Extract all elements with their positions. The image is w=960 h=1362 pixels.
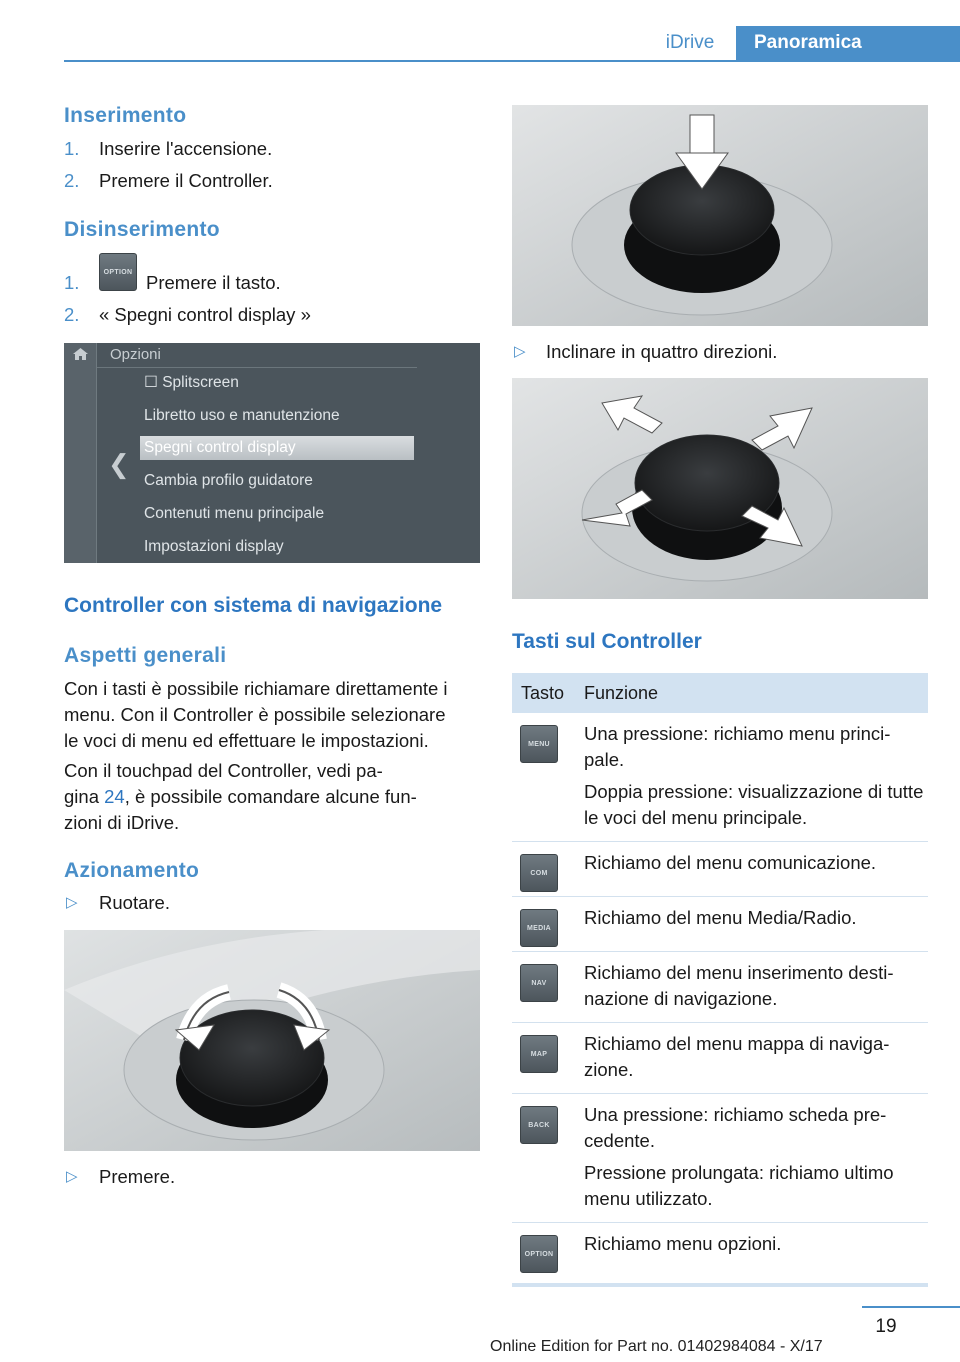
screen-divider	[97, 367, 417, 368]
table-cell-function	[584, 1094, 928, 1222]
function-line: Una pressione: richiamo menu princi‐ pale.	[584, 723, 891, 770]
step-text: Inserire l'accensione.	[99, 138, 273, 159]
table-cell-function	[584, 1023, 928, 1093]
table-cell-function	[584, 842, 928, 896]
heading-inserimento: Inserimento	[64, 104, 187, 127]
bullet-triangle-icon: ▷	[514, 343, 526, 360]
bullet-text: Inclinare in quattro direzioni.	[546, 341, 778, 362]
table-header	[512, 673, 928, 713]
text-fragment: gina	[64, 786, 105, 807]
table-cell-function	[584, 897, 928, 951]
header-chapter: Panoramica	[736, 26, 960, 60]
media-key-icon: MEDIA	[512, 897, 584, 951]
table-row	[512, 952, 928, 1023]
paragraph-line: menu. Con il Controller è possibile selezionare	[64, 704, 446, 725]
paragraph-touchpad	[64, 758, 484, 836]
option-key-icon: OPTION	[512, 1223, 584, 1273]
screen-menu-item: Contenuti menu principale	[144, 505, 325, 522]
function-line: Richiamo del menu comunicazione.	[584, 852, 877, 873]
screen-menu-item: Libretto uso e manutenzione	[144, 407, 340, 424]
map-key-icon: MAP	[512, 1023, 584, 1093]
step-number: 2.	[64, 170, 80, 191]
step-number: 1.	[64, 138, 80, 159]
paragraph-line: Con i tasti è possibile richiamare direttamente i	[64, 678, 448, 699]
footer-rule	[862, 1306, 960, 1308]
table-cell-function	[584, 952, 928, 1022]
table-header-function: Funzione	[584, 682, 659, 703]
bullet-triangle-icon: ▷	[66, 894, 78, 911]
screen-menu-item: ☐ Splitscreen	[144, 374, 239, 391]
menu-key-icon: MENU	[512, 713, 584, 841]
screen-title: Opzioni	[110, 346, 161, 363]
table-cell-function	[584, 713, 928, 841]
chevron-left-icon: ❮	[108, 449, 130, 479]
back-key-icon: BACK	[512, 1094, 584, 1222]
screen-menu-item: Cambia profilo guidatore	[144, 472, 313, 489]
function-line: Richiamo del menu Media/Radio.	[584, 907, 857, 928]
heading-controller-navigation: Controller con sistema di navigazione	[64, 594, 443, 617]
function-line: Pressione prolungata: richiamo ultimo menu utilizzato.	[584, 1162, 894, 1209]
paragraph-line: zioni di iDrive.	[64, 812, 180, 833]
table-row	[512, 842, 928, 897]
function-line: Richiamo del menu inserimento desti‐ nazione di navigazione.	[584, 962, 894, 1009]
paragraph-general	[64, 676, 484, 754]
screen-menu-item: Impostazioni display	[144, 538, 284, 555]
step-number: 1.	[64, 272, 80, 293]
step-text: « Spegni control display »	[99, 304, 311, 325]
controller-keys-table	[512, 673, 928, 1287]
table-header-key: Tasto	[521, 682, 565, 703]
heading-disinserimento: Disinserimento	[64, 218, 220, 241]
page-number: 19	[875, 1316, 897, 1337]
table-row	[512, 1094, 928, 1223]
heading-tasti-controller: Tasti sul Controller	[512, 630, 702, 653]
home-icon	[73, 348, 88, 360]
controller-tilt-illustration	[512, 378, 928, 599]
table-row	[512, 897, 928, 952]
table-row	[512, 1223, 928, 1273]
table-row	[512, 1023, 928, 1094]
com-key-icon: COM	[512, 842, 584, 896]
table-cell-function	[584, 1223, 928, 1273]
step-number: 2.	[64, 304, 80, 325]
header-section: iDrive	[665, 32, 715, 53]
step-text: Premere il Controller.	[99, 170, 273, 191]
text-fragment: , è possibile comandare alcune fun‐	[124, 786, 417, 807]
bullet-triangle-icon: ▷	[66, 1168, 78, 1185]
bullet-text: Premere.	[99, 1166, 176, 1187]
paragraph-line	[64, 784, 484, 810]
control-display-screenshot	[64, 343, 480, 563]
heading-azionamento: Azionamento	[64, 859, 200, 882]
header-rule	[64, 60, 960, 62]
function-line: Richiamo menu opzioni.	[584, 1233, 782, 1254]
edition-note: Online Edition for Part no. 01402984084 - X/17	[490, 1338, 823, 1355]
bullet-text: Ruotare.	[99, 892, 170, 913]
function-line: Una pressione: richiamo scheda pre‐ cedente.	[584, 1104, 887, 1151]
paragraph-line: le voci di menu ed effettuare le impostazioni.	[64, 730, 429, 751]
controller-press-illustration	[512, 105, 928, 326]
option-key-icon: OPTION	[99, 253, 137, 291]
page-link[interactable]: 24	[104, 786, 125, 807]
controller-rotate-illustration	[64, 930, 480, 1151]
table-row	[512, 713, 928, 842]
step-text: Premere il tasto.	[146, 272, 281, 293]
heading-aspetti-generali: Aspetti generali	[64, 644, 227, 667]
nav-key-icon: NAV	[512, 952, 584, 1022]
screen-sidebar	[64, 343, 97, 563]
screen-menu-item-selected: Spegni control display	[140, 436, 414, 460]
function-line: Richiamo del menu mappa di naviga‐ zione.	[584, 1033, 890, 1080]
function-line: Doppia pressione: visualizzazione di tutte le voci del menu principale.	[584, 781, 924, 828]
table-bottom-rule	[512, 1283, 928, 1287]
paragraph-line: Con il touchpad del Controller, vedi pa‐	[64, 760, 383, 781]
